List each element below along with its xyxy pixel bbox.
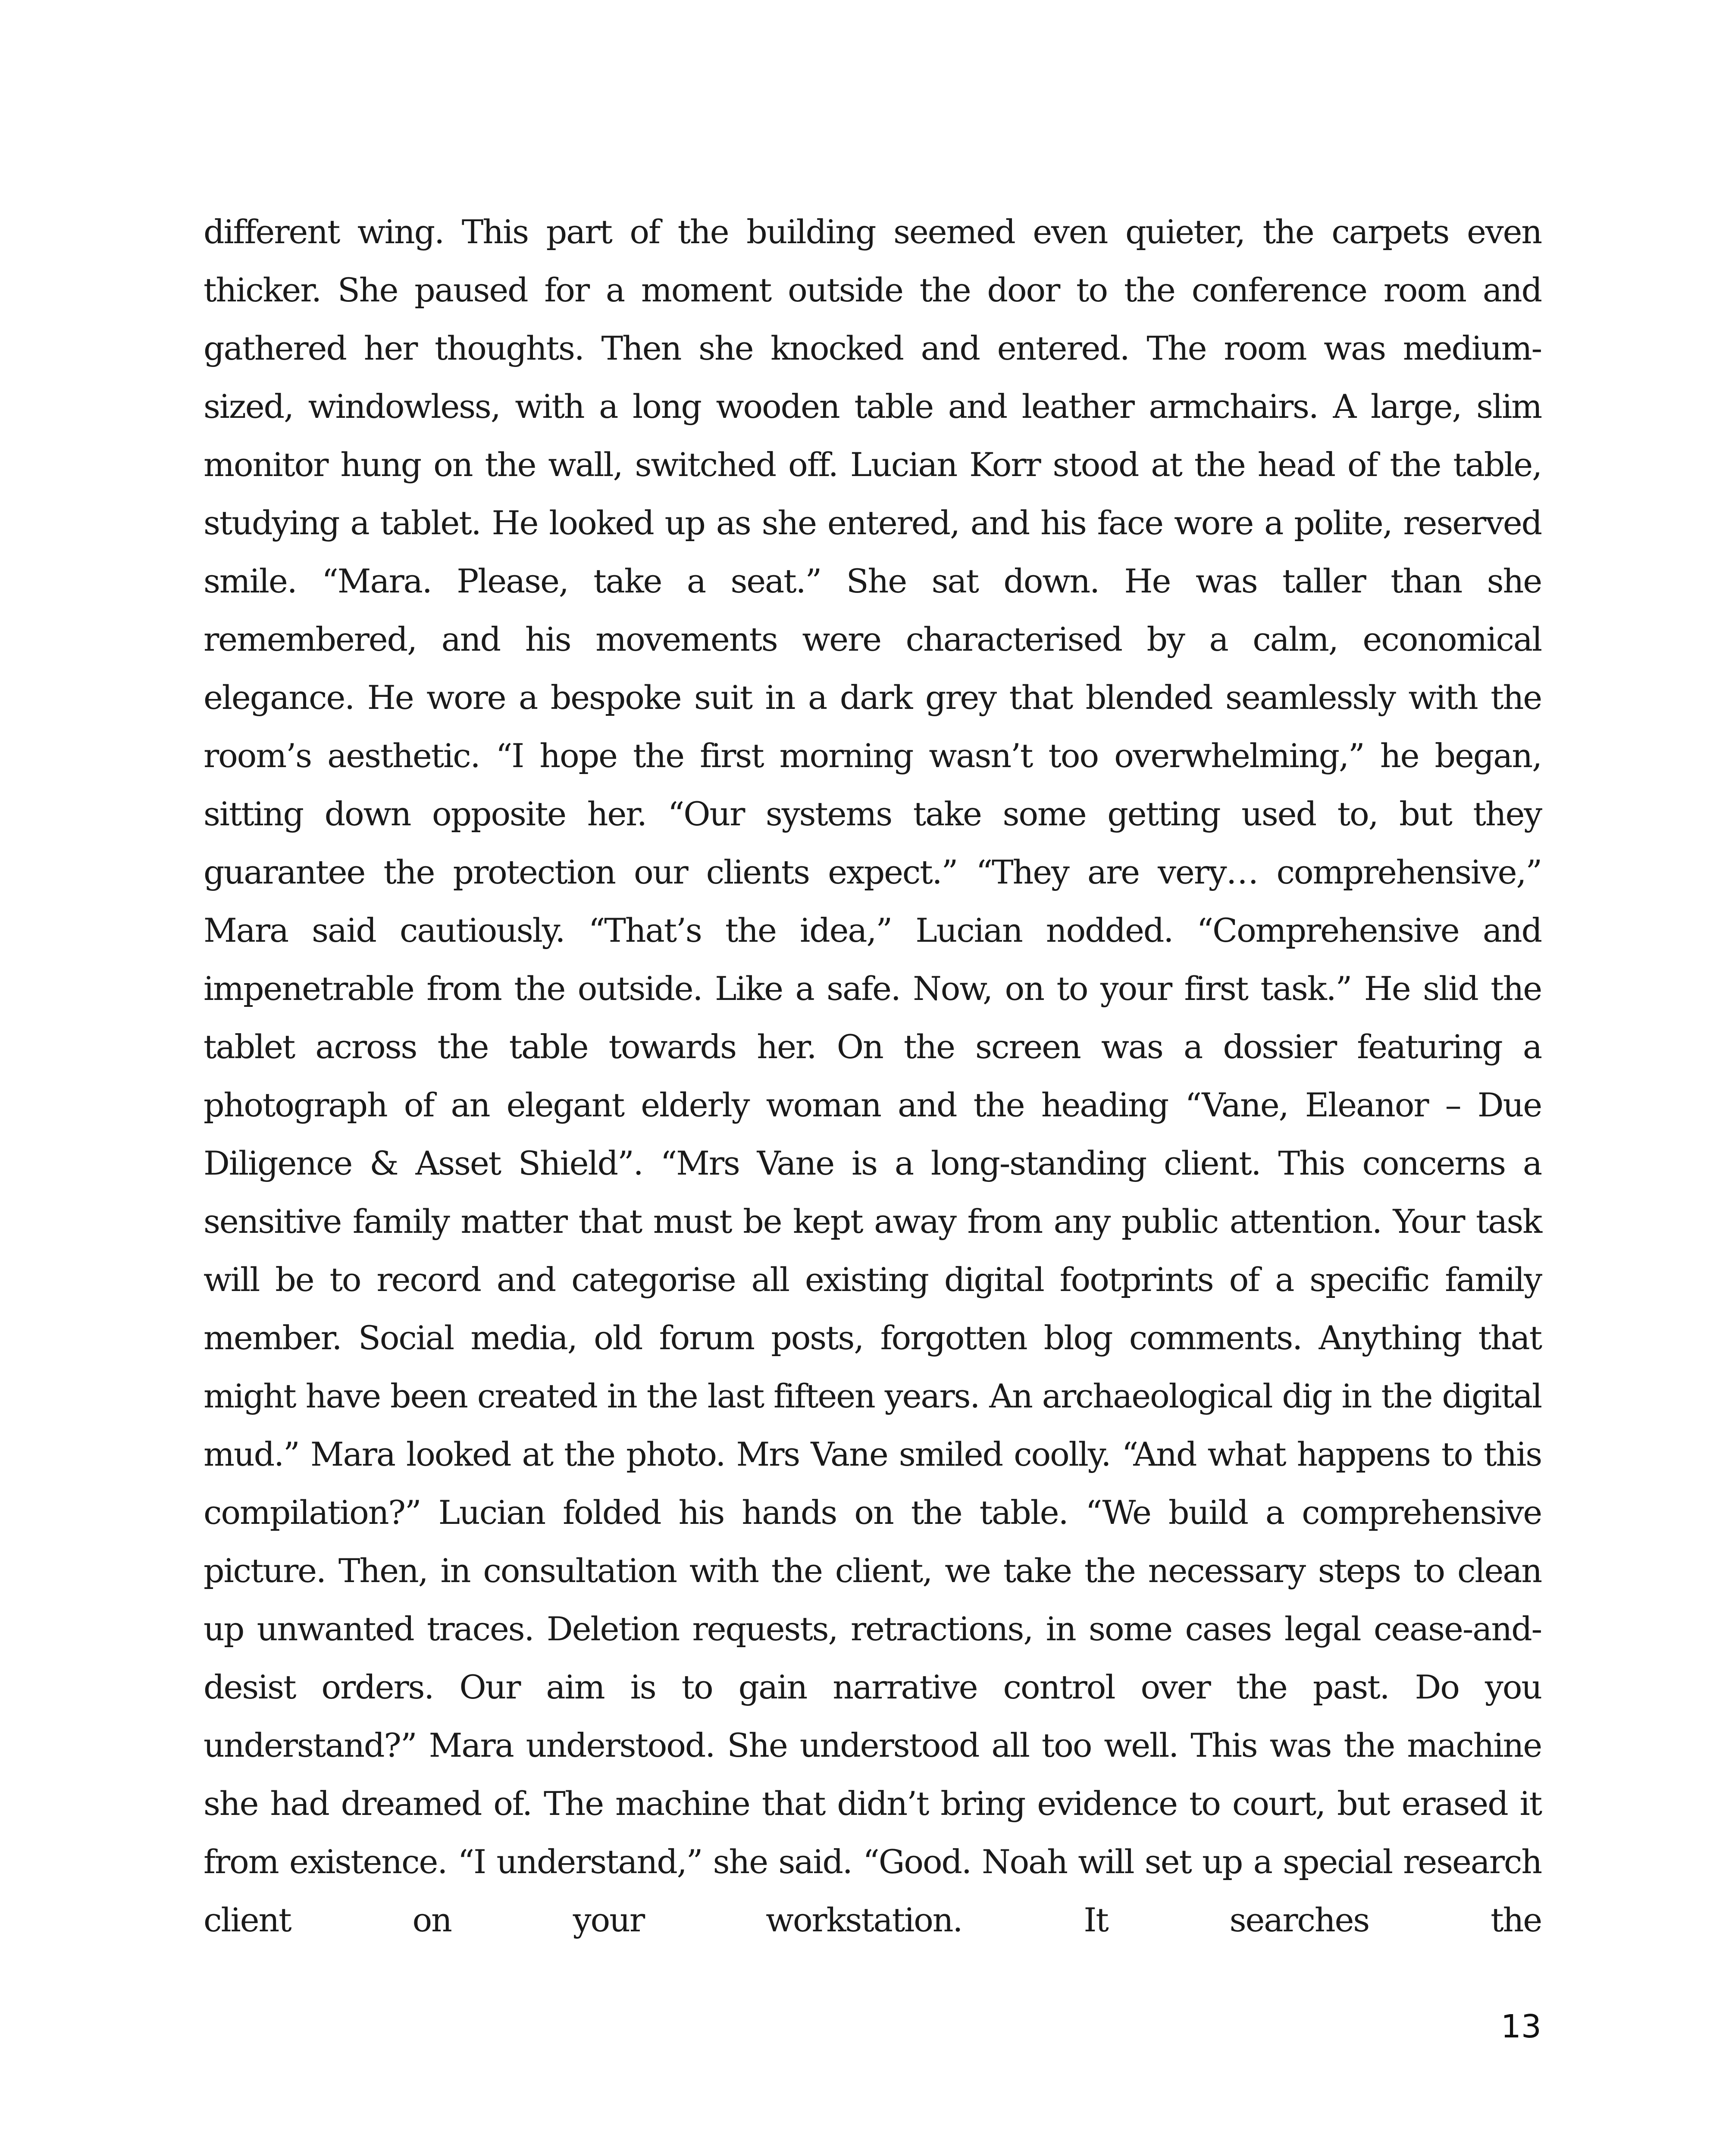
body-paragraph: different wing. This part of the building seemed even quieter, the carpets even thicker. She paused for a moment outside the door to the conference room and gathered her thoughts. Then she knocked and entered. The room was medium-sized, windowless, with a long wooden table and leather armchairs. A large, slim monitor hung on the wall, switched off. Lucian Korr stood at the head of the table, studying a tablet. He looked up as she entered, and his face wore a polite, reserved smile. “Mara. Please, take a seat.” She sat down. He was taller than she remembered, and his movements were characterised by a calm, economical elegance. He wore a bespoke suit in a dark grey that blended seamlessly with the room’s aesthetic. “I hope the first morning wasn’t too overwhelming,” he began, sitting down opposite her. “Our systems take some getting used to, but they guarantee the protection our clients expect.” “They are very… comprehensive,” Mara said cautiously. “That’s the idea,” Lucian nodded. “Comprehensive and impenetrable from the outside. Like a safe. Now, on to your first task.” He slid the tablet across the table towards her. On the screen was a dossier featuring a photograph of an elegant elderly woman and the heading “Vane, Eleanor – Due Diligence & Asset Shield”. “Mrs Vane is a long-standing client. This concerns a sensitive family matter that must be kept away from any public attention. Your task will be to record and categorise all existing digital footprints of a specific family member. Social media, old forum posts, forgotten blog comments. Anything that might have been created in the last fifteen years. An archaeological dig in the digital mud.” Mara looked at the photo. Mrs Vane smiled coolly. “And what happens to this compilation?” Lucian folded his hands on the table. “We build a comprehensive picture. Then, in consultation with the client, we take the necessary steps to clean up unwanted traces. Deletion requests, retractions, in some cases legal cease-and-desist orders. Our aim is to gain narrative control over the past. Do you understand?” Mara understood. She understood all too well. This was the machine she had dreamed of. The machine that didn’t bring evidence to court, but erased it from existence. “I understand,” she said. “Good. Noah will set up a special research client on your workstation. It searches the xyxy=(204,213,1541,1939)
page-number: 13 xyxy=(1500,2008,1541,2045)
